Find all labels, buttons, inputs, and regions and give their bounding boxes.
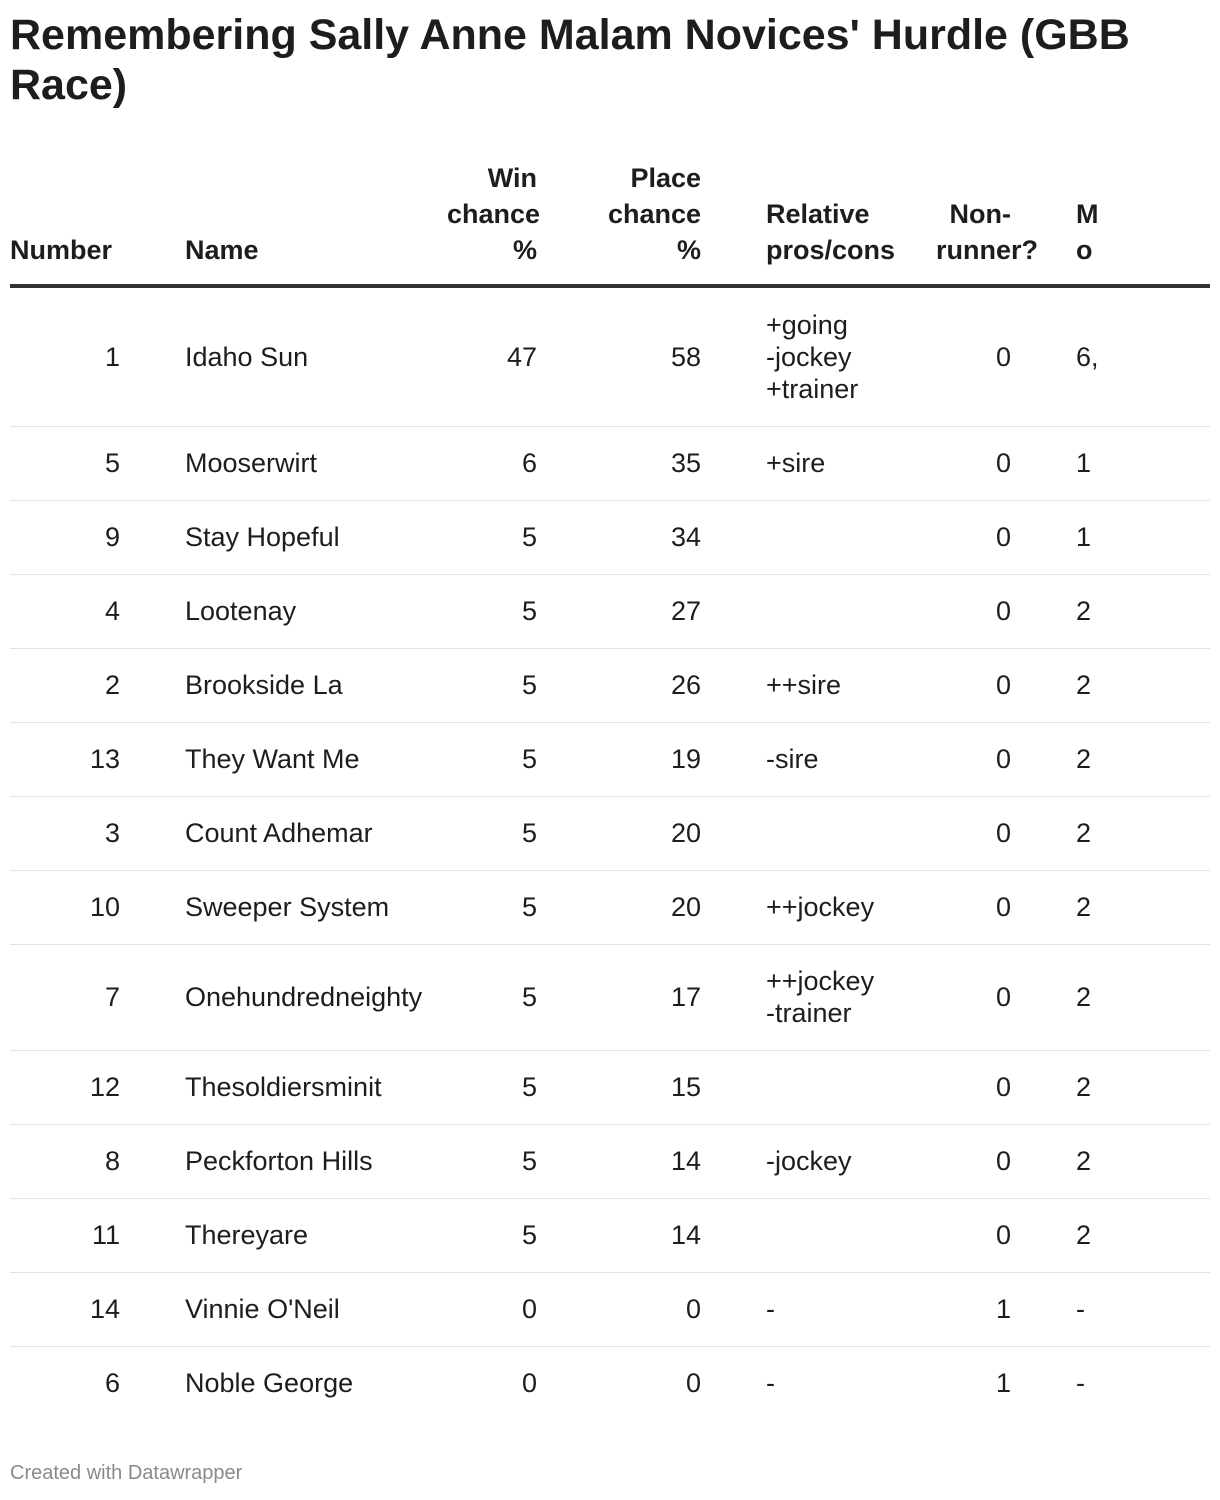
- pros-cons-item: +going: [766, 309, 848, 340]
- cell-name: They Want Me: [185, 722, 447, 796]
- cell-name: Count Adhemar: [185, 796, 447, 870]
- cell-win-chance: 5: [447, 944, 602, 1050]
- table-row: [10, 1050, 1210, 1124]
- cell-number: 9: [10, 500, 185, 574]
- pros-cons-item: -sire: [766, 744, 819, 774]
- header-non-runner[interactable]: [936, 160, 1076, 286]
- cell-place-chance: 14: [602, 1124, 766, 1198]
- cell-win-chance: 5: [447, 1050, 602, 1124]
- table-row: [10, 1124, 1210, 1198]
- cell-non-runner: 0: [936, 648, 1076, 722]
- cell-number: 11: [10, 1198, 185, 1272]
- cell-odds: -: [1076, 1346, 1210, 1400]
- cell-name: Vinnie O'Neil: [185, 1272, 447, 1346]
- footer-credit: Created with Datawrapper: [10, 1462, 243, 1484]
- cell-name: Thesoldiersminit: [185, 1050, 447, 1124]
- table-row: [10, 1272, 1210, 1346]
- cell-name: Mooserwirt: [185, 426, 447, 500]
- cell-win-chance: 5: [447, 500, 602, 574]
- cell-win-chance: 5: [447, 1198, 602, 1272]
- header-place-line: Place: [630, 163, 701, 193]
- cell-win-chance: 0: [447, 1272, 602, 1346]
- cell-place-chance: 0: [602, 1346, 766, 1400]
- cell-name: Peckforton Hills: [185, 1124, 447, 1198]
- cell-place-chance: 17: [602, 944, 766, 1050]
- cell-pros-cons: [766, 870, 936, 944]
- cell-odds: 2: [1076, 870, 1210, 944]
- table-body: [10, 286, 1210, 1400]
- table-container: [10, 160, 1210, 1400]
- pros-cons-item: -jockey: [766, 341, 852, 372]
- cell-number: 10: [10, 870, 185, 944]
- cell-non-runner: 0: [936, 1198, 1076, 1272]
- cell-pros-cons: [766, 722, 936, 796]
- cell-place-chance: 15: [602, 1050, 766, 1124]
- header-win-line: Win: [487, 163, 537, 193]
- header-pros-line: Relative: [766, 199, 870, 229]
- cell-non-runner: 0: [936, 944, 1076, 1050]
- cell-number: 4: [10, 574, 185, 648]
- header-win-chance[interactable]: [447, 160, 602, 286]
- cell-non-runner: 0: [936, 796, 1076, 870]
- header-place-chance[interactable]: [602, 160, 766, 286]
- cell-pros-cons: [766, 944, 936, 1050]
- cell-pros-cons: [766, 1272, 936, 1346]
- cell-pros-cons: [766, 1346, 936, 1400]
- pros-cons-item: -jockey: [766, 1146, 852, 1176]
- header-place-line: %: [676, 235, 701, 265]
- header-place-line: chance: [607, 199, 701, 229]
- race-table: [10, 160, 1210, 1400]
- cell-name: Sweeper System: [185, 870, 447, 944]
- header-pros-cons[interactable]: [766, 160, 936, 286]
- cell-non-runner: 0: [936, 426, 1076, 500]
- cell-non-runner: 0: [936, 722, 1076, 796]
- cell-place-chance: 19: [602, 722, 766, 796]
- cell-place-chance: 34: [602, 500, 766, 574]
- cell-number: 7: [10, 944, 185, 1050]
- cell-win-chance: 5: [447, 722, 602, 796]
- header-row: [10, 160, 1210, 286]
- cell-place-chance: 35: [602, 426, 766, 500]
- cell-odds: 2: [1076, 1198, 1210, 1272]
- table-row: [10, 944, 1210, 1050]
- cell-name: Thereyare: [185, 1198, 447, 1272]
- header-name[interactable]: Name: [185, 160, 447, 286]
- header-nr-line: runner?: [936, 235, 1039, 265]
- cell-odds: 2: [1076, 722, 1210, 796]
- cell-odds: 2: [1076, 796, 1210, 870]
- cell-number: 3: [10, 796, 185, 870]
- cell-pros-cons: [766, 500, 936, 574]
- pros-cons-item: ++jockey: [766, 892, 875, 922]
- pros-cons-item: ++sire: [766, 670, 842, 700]
- cell-odds: 1: [1076, 426, 1210, 500]
- cell-place-chance: 20: [602, 796, 766, 870]
- cell-win-chance: 5: [447, 796, 602, 870]
- cell-odds: 2: [1076, 648, 1210, 722]
- cell-number: 14: [10, 1272, 185, 1346]
- cell-non-runner: 0: [936, 286, 1076, 426]
- cell-place-chance: 0: [602, 1272, 766, 1346]
- table-row: [10, 722, 1210, 796]
- pros-cons-item: -: [766, 1368, 775, 1398]
- table-row: [10, 286, 1210, 426]
- cell-non-runner: 0: [936, 1124, 1076, 1198]
- cell-number: 13: [10, 722, 185, 796]
- cell-name: Idaho Sun: [185, 286, 447, 426]
- header-odds-line: o: [1076, 235, 1093, 265]
- header-odds-line: M: [1076, 199, 1099, 229]
- cell-place-chance: 20: [602, 870, 766, 944]
- table-row: [10, 796, 1210, 870]
- cell-number: 2: [10, 648, 185, 722]
- cell-number: 8: [10, 1124, 185, 1198]
- header-win-line: %: [512, 235, 537, 265]
- cell-pros-cons: [766, 1124, 936, 1198]
- cell-non-runner: 0: [936, 870, 1076, 944]
- pros-cons-item: +sire: [766, 448, 826, 478]
- cell-pros-cons: [766, 286, 936, 426]
- table-row: [10, 426, 1210, 500]
- cell-number: 12: [10, 1050, 185, 1124]
- chart-title: Remembering Sally Anne Malam Novices' Hurdle (GBB Race): [10, 11, 1130, 109]
- table-row: [10, 574, 1210, 648]
- cell-win-chance: 5: [447, 870, 602, 944]
- cell-pros-cons: [766, 648, 936, 722]
- cell-non-runner: 1: [936, 1272, 1076, 1346]
- cell-odds: 2: [1076, 574, 1210, 648]
- cell-non-runner: 1: [936, 1346, 1076, 1400]
- cell-place-chance: 27: [602, 574, 766, 648]
- cell-odds: 2: [1076, 1124, 1210, 1198]
- table-row: [10, 648, 1210, 722]
- pros-cons-item: -trainer: [766, 998, 852, 1028]
- cell-name: Stay Hopeful: [185, 500, 447, 574]
- pros-cons-item: ++jockey: [766, 966, 875, 996]
- cell-pros-cons: [766, 1050, 936, 1124]
- table-row: [10, 500, 1210, 574]
- pros-cons-item: +trainer: [766, 373, 859, 404]
- header-nr-line: Non-: [949, 199, 1011, 229]
- cell-non-runner: 0: [936, 500, 1076, 574]
- cell-win-chance: 47: [447, 286, 602, 426]
- pros-cons-item: -: [766, 1294, 775, 1324]
- header-pros-line: pros/cons: [766, 235, 896, 265]
- table-row: [10, 870, 1210, 944]
- cell-non-runner: 0: [936, 1050, 1076, 1124]
- cell-win-chance: 5: [447, 574, 602, 648]
- table-row: [10, 1198, 1210, 1272]
- cell-number: 1: [10, 286, 185, 426]
- cell-place-chance: 58: [602, 286, 766, 426]
- cell-odds: 1: [1076, 500, 1210, 574]
- table-header: [10, 160, 1210, 286]
- cell-pros-cons: [766, 1198, 936, 1272]
- cell-win-chance: 6: [447, 426, 602, 500]
- cell-place-chance: 26: [602, 648, 766, 722]
- header-odds[interactable]: [1076, 160, 1210, 286]
- cell-pros-cons: [766, 426, 936, 500]
- cell-pros-cons: [766, 796, 936, 870]
- header-win-line: chance: [447, 199, 541, 229]
- cell-win-chance: 0: [447, 1346, 602, 1400]
- header-number[interactable]: Number: [10, 160, 185, 286]
- cell-name: Onehundredneighty: [185, 944, 447, 1050]
- cell-name: Lootenay: [185, 574, 447, 648]
- cell-name: Noble George: [185, 1346, 447, 1400]
- cell-pros-cons: [766, 574, 936, 648]
- cell-win-chance: 5: [447, 648, 602, 722]
- cell-name: Brookside La: [185, 648, 447, 722]
- cell-place-chance: 14: [602, 1198, 766, 1272]
- cell-odds: 2: [1076, 944, 1210, 1050]
- cell-odds: -: [1076, 1272, 1210, 1346]
- table-row: [10, 1346, 1210, 1400]
- cell-number: 6: [10, 1346, 185, 1400]
- cell-number: 5: [10, 426, 185, 500]
- cell-non-runner: 0: [936, 574, 1076, 648]
- cell-win-chance: 5: [447, 1124, 602, 1198]
- cell-odds: 2: [1076, 1050, 1210, 1124]
- cell-odds: 6,: [1076, 286, 1210, 426]
